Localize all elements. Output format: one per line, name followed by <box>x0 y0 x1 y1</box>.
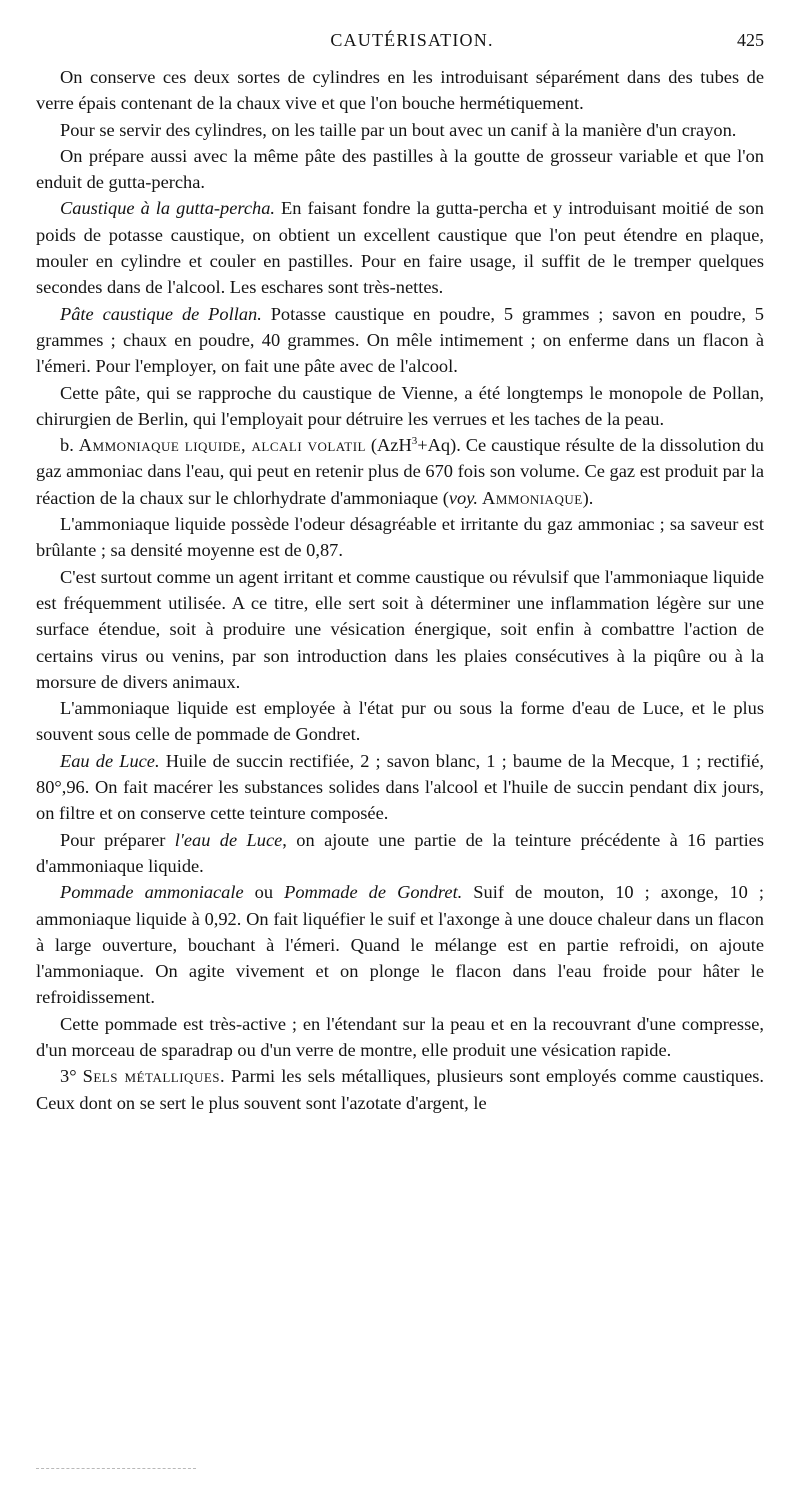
text-prep-post: , on ajoute une partie de la teinture précédente à 16 parties d'ammoniaque liquide. <box>36 829 764 876</box>
formula-pre: (AzH <box>365 435 412 456</box>
heading-pommade-ammoniacale: Pommade ammoniacale <box>60 882 244 903</box>
paragraph-pollan-history: Cette pâte, qui se rapproche du caustique de Vienne, a été longtemps le monopole de Pollan, chirurgien de Berlin, qui l'employait pour détruire les verrues et les taches de la peau. <box>36 382 764 429</box>
page-header <box>60 30 764 62</box>
running-title: CAUTÉRISATION. <box>330 30 494 50</box>
formula-superscript: 3 <box>411 435 418 448</box>
heading-eau-de-luce: Eau de Luce. <box>60 750 160 771</box>
text-metallic-salts: Parmi les sels métalliques, plusieurs sont employés comme caustiques. Ceux dont on se sert le plus souvent sont l'azotate d'argent, le <box>36 1066 764 1113</box>
reference-ammoniaque: Ammoniaque <box>477 487 583 508</box>
paragraph-eau-de-luce <box>36 748 764 827</box>
text-prep-pre: Pour préparer <box>60 829 175 850</box>
text-prep-italic: l'eau de Luce <box>174 829 283 850</box>
see-reference: voy. <box>448 487 478 508</box>
paragraph-gutta-percha <box>36 195 764 300</box>
heading-pommade-gondret: Pommade de Gondret. <box>284 882 463 903</box>
text-gondret: Suif de mouton, 10 ; axonge, 10 ; ammoniaque liquide à 0,92. On fait liquéfier le suif et l'axonge à une douce chaleur dans un flacon à large ouverture, bouchant à l'émeri. Quand le mélange est en partie refroidi, on ajoute l'ammoniaque. On agite vivement et on plonge le flacon dans l'eau froide pour hâter le refroidissement. <box>36 882 764 1008</box>
paragraph-metallic-salts <box>36 1063 764 1116</box>
paragraph-ammonia-uses: C'est surtout comme un agent irritant et comme caustique ou révulsif que l'ammoniaque liquide est fréquemment utilisée. A ce titre, elle sert soit à déterminer une inflammation légère sur une surface étendue, soit à produire une vésication énergique, soit enfin à combattre l'action de certains virus ou venins, par son introduction dans les plaies consécutives à la piqûre ou à la morsure de divers animaux. <box>36 566 764 692</box>
paragraph-eau-de-luce-prep <box>36 827 764 880</box>
paragraph-ammonia-properties: L'ammoniaque liquide possède l'odeur désagréable et irritante du gaz ammoniac ; sa saveur est brûlante ; sa densité moyenne est de 0,87. <box>36 514 764 561</box>
heading-pollan-paste: Pâte caustique de Pollan. <box>60 303 262 324</box>
heading-ammonia: Ammoniaque liquide, alcali volatil <box>78 435 366 456</box>
text-ammonia: Ce caustique résulte de la dissolution du gaz ammoniac dans l'eau, qui peut en retenir plus de 670 fois son volume. Ce gaz est produit par la réaction de la chaux sur le chlorhydrate d'ammoniaque ( <box>36 435 764 508</box>
text-eau-de-luce: Huile de succin rectifiée, 2 ; savon blanc, 1 ; baume de la Mecque, 1 ; rectifié, 80°,96. On fait macérer les substances solides dans l'alcool et l'huile de succin pendant dix jours, on filtre et on conserve cette teinture composée. <box>36 750 764 824</box>
paragraph-pollan-paste <box>36 301 764 380</box>
paragraph-ammonia <box>36 432 764 511</box>
paragraph-cylinder-storage: On conserve ces deux sortes de cylindres en les introduisant séparément dans des tubes de verre épais contenant de la chaux vive et que l'on bouche hermétiquement. <box>36 67 764 114</box>
text-ou: ou <box>243 882 285 903</box>
paragraph-pastilles: On prépare aussi avec la même pâte des pastilles à la goutte de grosseur variable et que l'on enduit de gutta-percha. <box>36 145 764 193</box>
paragraph-ammonia-forms: L'ammoniaque liquide est employée à l'état pur ou sous la forme d'eau de Luce, et le plus souvent sous celle de pommade de Gondret. <box>36 698 764 745</box>
text-pollan-paste: Potasse caustique en poudre, 5 grammes ; savon en poudre, 5 grammes ; chaux en poudre, 40 grammes. On mêle intimement ; on enferme dans un flacon à l'émeri. Pour l'employer, on fait une pâte avec de l'alcool. <box>36 303 764 377</box>
heading-metallic-salts: Sels métalliques. <box>82 1066 226 1087</box>
section-number: 3° <box>60 1066 77 1087</box>
formula-post: +Aq). <box>417 435 461 456</box>
paragraph-cylinder-use: Pour se servir des cylindres, on les taille par un bout avec un canif à la manière d'un crayon. <box>60 119 737 140</box>
page-number: 425 <box>737 30 764 50</box>
paragraph-gondret <box>36 879 764 1010</box>
text-gutta-percha-caustic: En faisant fondre la gutta-percha et y introduisant moitié de son poids de potasse caustique, on obtient un excellent caustique que l'on peut étendre en plaque, mouler en cylindre et couler en pastilles. Pour en faire usage, il suffit de le tremper quelques secondes dans de l'alcool. Les eschares sont très-nettes. <box>36 198 764 298</box>
reference-close: ). <box>582 487 594 508</box>
paragraph-gondret-effect: Cette pommade est très-active ; en l'étendant sur la peau et en la recouvrant d'une compresse, d'un morceau de sparadrap ou d'un verre de montre, elle produit une vésication rapide. <box>36 1013 764 1060</box>
heading-gutta-percha-caustic: Caustique à la gutta-percha. <box>60 198 276 219</box>
footer-scan-mark <box>36 1468 196 1471</box>
section-letter: b. <box>60 435 74 456</box>
body-text <box>36 64 764 1116</box>
